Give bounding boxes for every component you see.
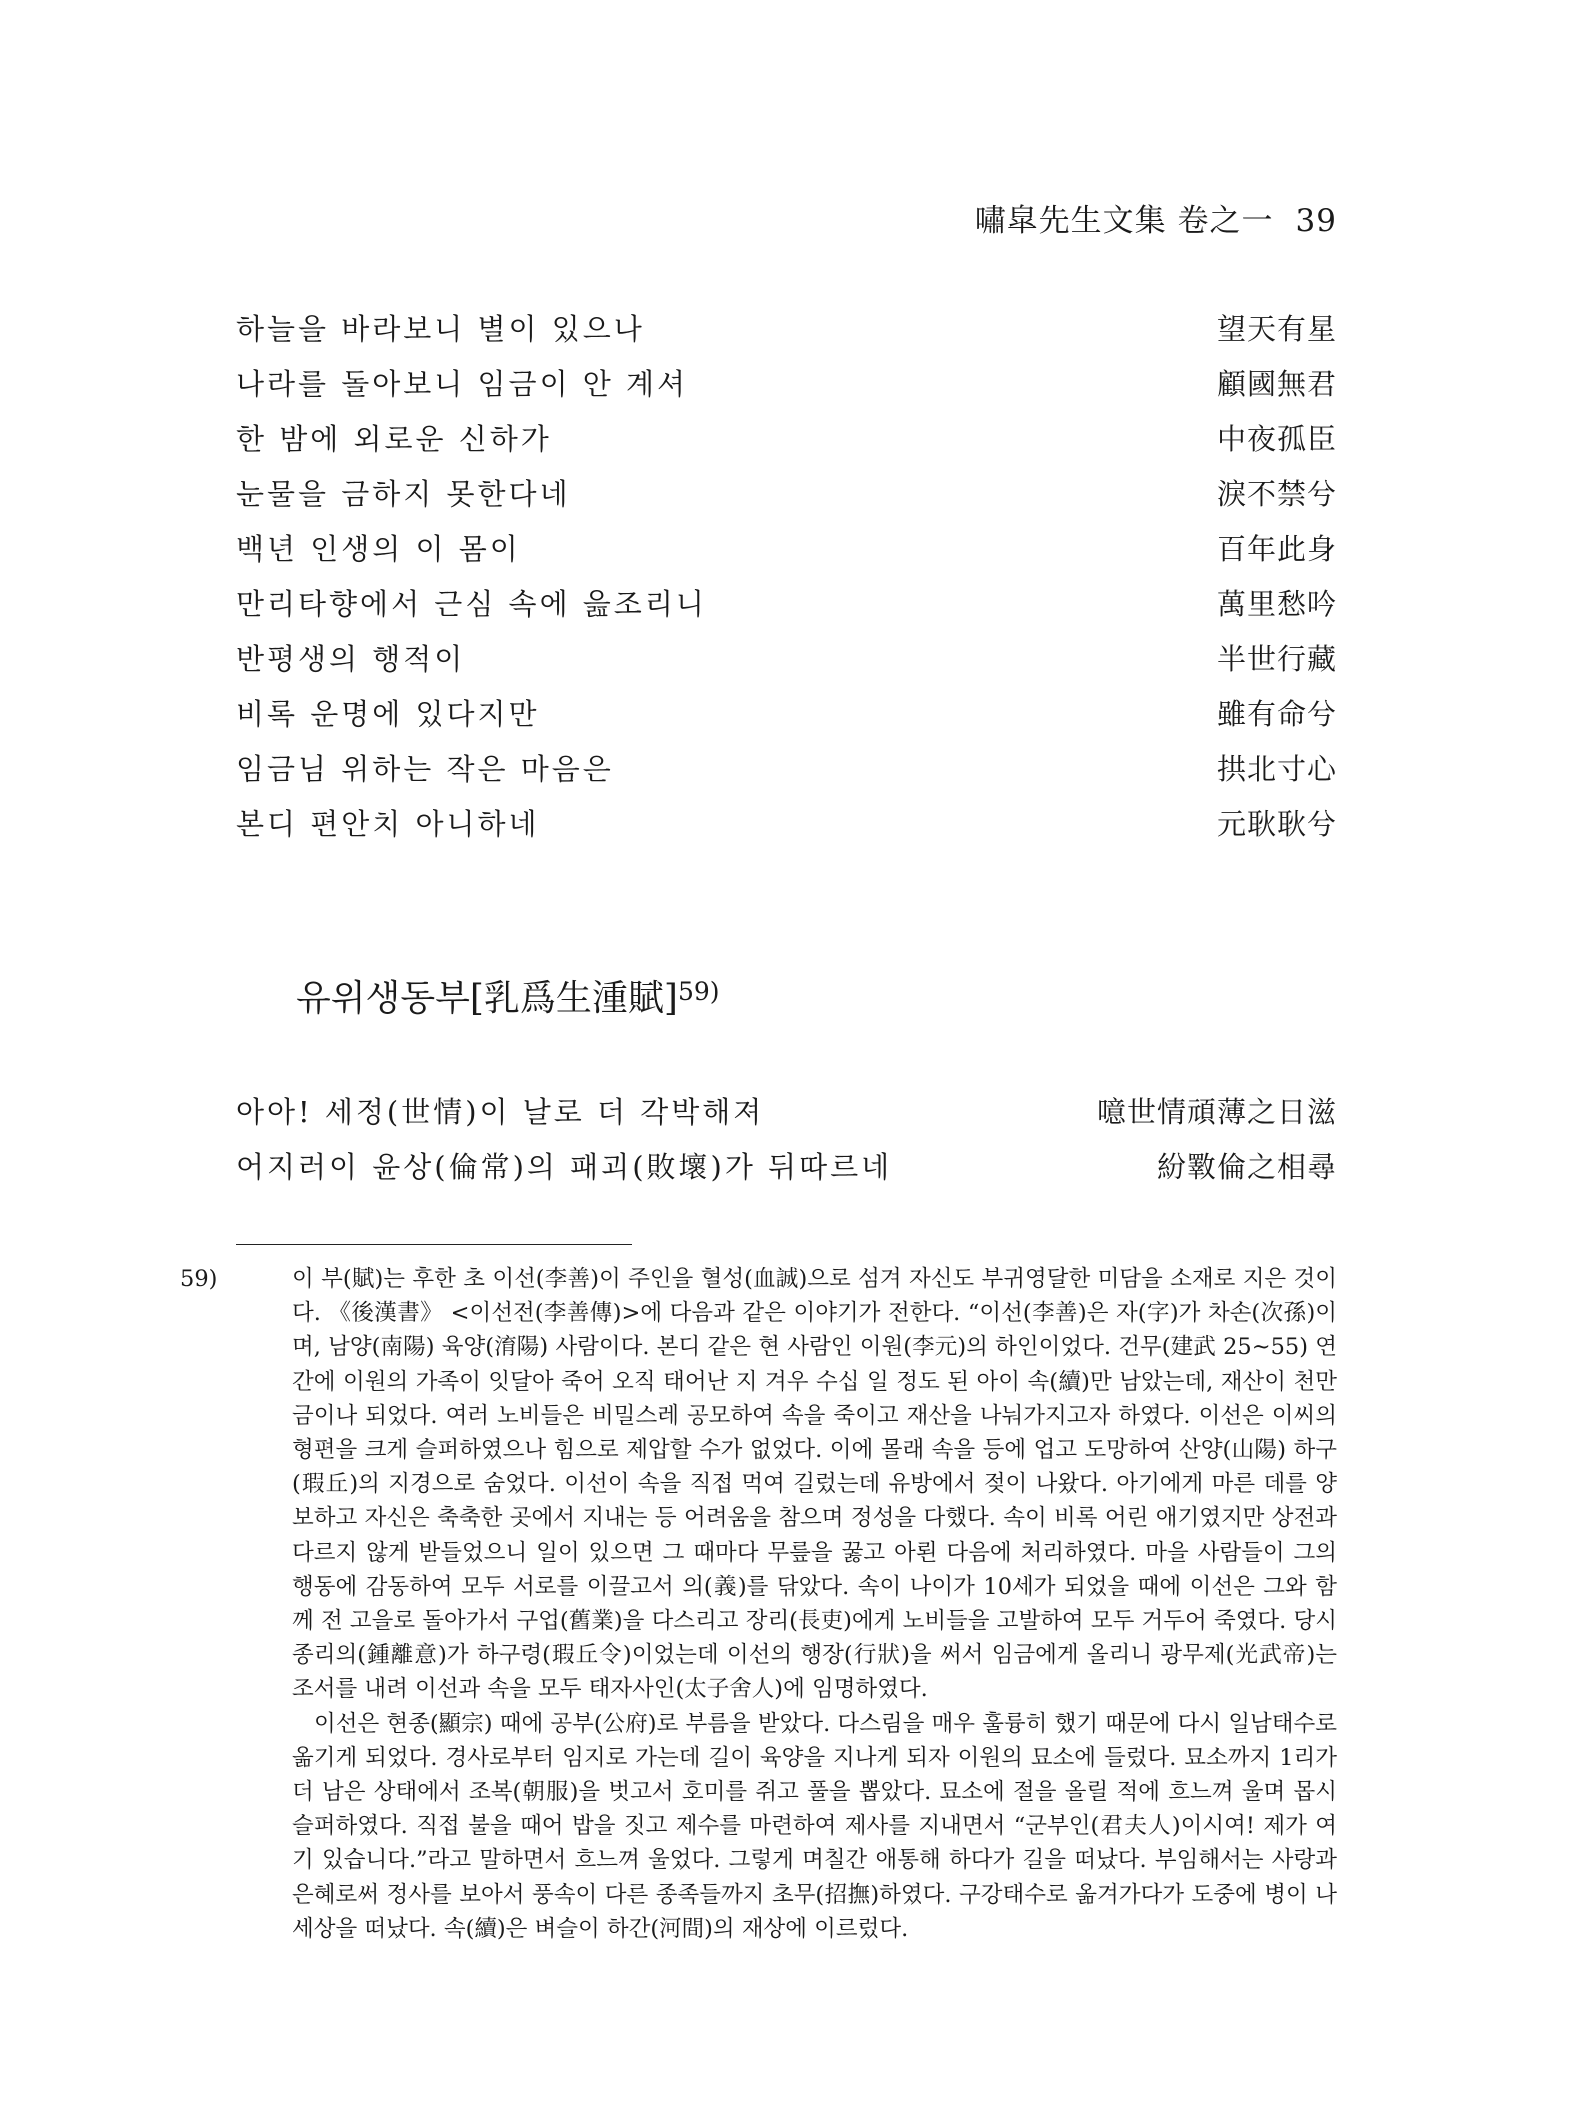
poem-line — [236, 1090, 1337, 1145]
footnote-paragraph-1 — [180, 1262, 1337, 1707]
footnote-divider — [236, 1244, 632, 1245]
poem-line-hanja: 中夜孤臣 — [1216, 422, 1337, 456]
section-title — [296, 970, 720, 1021]
poem-line-hanja: 淚不禁兮 — [1216, 477, 1337, 511]
poem-line-korean: 비록 운명에 있다지만 — [236, 697, 540, 731]
poem-line-korean: 한 밤에 외로운 신하가 — [236, 422, 552, 456]
poem-line-korean: 나라를 돌아보니 임금이 안 계셔 — [236, 367, 689, 401]
poem-line-hanja: 紛斁倫之相尋 — [1156, 1150, 1337, 1184]
footnote-text-1: 이 부(賦)는 후한 초 이선(李善)이 주인을 혈성(血誠)으로 섬겨 자신도 부귀영달한 미담을 소재로 지은 것이다. 《後漢書》 <이선전(李善傳)>에 다음과 같은 이야기가 전한다. “이선(李善)은 자(字)가 차손(次孫)이며, 남양(南陽) 육양(淯陽) 사람이다. 본디 같은 현 사람인 이원(李元)의 하인이었다. 건무(建武 25~55) 연간에 이원의 가족이 잇달아 죽어 오직 태어난 지 겨우 수십 일 정도 된 아이 속(續)만 남았는데, 재산이 천만금이나 되었다. 여러 노비들은 비밀스레 공모하여 속을 죽이고 재산을 나눠가지고자 하였다. 이선은 이씨의 형편을 크게 슬퍼하였으나 힘으로 제압할 수가 없었다. 이에 몰래 속을 등에 업고 도망하여 산양(山陽) 하구(瑕丘)의 지경으로 숨었다. 이선이 속을 직접 먹여 길렀는데 유방에서 젖이 나왔다. 아기에게 마른 데를 양보하고 자신은 축축한 곳에서 지내는 등 어려움을 참으며 정성을 다했다. 속이 비록 어린 애기였지만 상전과 다르지 않게 받들었으니 일이 있으면 그 때마다 무릎을 꿇고 아뢴 다음에 처리하였다. 마을 사람들이 그의 행동에 감동하여 모두 서로를 이끌고서 의(義)를 닦았다. 속이 나이가 10세가 되었을 때에 이선은 그와 함께 전 고을로 돌아가서 구업(舊業)을 다스리고 장리(長吏)에게 노비들을 고발하여 모두 거두어 죽였다. 당시 종리의(鍾離意)가 하구령(瑕丘令)이었는데 이선의 행장(行狀)을 써서 임금에게 올리니 광무제(光武帝)는 조서를 내려 이선과 속을 모두 태자사인(太子舍人)에 임명하였다. — [292, 1266, 1337, 1703]
poem-line — [236, 582, 1337, 637]
poem-line — [236, 1145, 1337, 1200]
poem-line-hanja: 噫世情頑薄之日滋 — [1096, 1095, 1337, 1129]
poem-line-korean: 만리타향에서 근심 속에 읊조리니 — [236, 587, 707, 621]
poem-line-korean: 본디 편안치 아니하네 — [236, 807, 540, 841]
poem-line — [236, 527, 1337, 582]
poem-line-korean: 백년 인생의 이 몸이 — [236, 532, 521, 566]
poem-line-hanja: 顧國無君 — [1216, 367, 1337, 401]
poem-line-hanja: 望天有星 — [1216, 312, 1337, 346]
footnote — [180, 1262, 1337, 1946]
poem-block — [236, 307, 1337, 857]
poem-line-hanja: 半世行藏 — [1216, 642, 1337, 676]
poem-line-hanja: 元耿耿兮 — [1216, 807, 1337, 841]
page-number: 39 — [1295, 203, 1337, 239]
poem-line-korean: 반평생의 행적이 — [236, 642, 466, 676]
poem-line — [236, 637, 1337, 692]
footnote-number: 59) — [180, 1266, 218, 1292]
poem-line-korean: 눈물을 금하지 못한다네 — [236, 477, 571, 511]
poem-line — [236, 692, 1337, 747]
poem-line — [236, 472, 1337, 527]
poem-line — [236, 362, 1337, 417]
poem-line — [236, 802, 1337, 857]
section-title-text: 유위생동부[乳爲生湩賦] — [296, 978, 678, 1019]
footnote-text-2: 이선은 현종(顯宗) 때에 공부(公府)로 부름을 받았다. 다스림을 매우 훌륭히 했기 때문에 다시 일남태수로 옮기게 되었다. 경사로부터 임지로 가는데 길이 육양을 지나게 되자 이원의 묘소에 들렀다. 묘소까지 1리가 더 남은 상태에서 조복(朝服)을 벗고서 호미를 쥐고 풀을 뽑았다. 묘소에 절을 올릴 적에 흐느껴 울며 몹시 슬퍼하였다. 직접 불을 때어 밥을 짓고 제수를 마련하여 제사를 지내면서 “군부인(君夫人)이시여! 제가 여기 있습니다.”라고 말하면서 흐느껴 울었다. 그렇게 며칠간 애통해 하다가 길을 떠났다. 부임해서는 사랑과 은혜로써 정사를 보아서 풍속이 다른 종족들까지 초무(招撫)하였다. 구강태수로 옮겨가다가 도중에 병이 나 세상을 떠났다. 속(續)은 벼슬이 하간(河間)의 재상에 이르렀다. — [292, 1710, 1337, 1942]
poem-line-hanja: 拱北寸心 — [1216, 752, 1337, 786]
poem-line-hanja: 百年此身 — [1216, 532, 1337, 566]
running-header — [975, 195, 1337, 240]
footnote-paragraph-2 — [236, 1707, 1337, 1946]
poem-line — [236, 307, 1337, 362]
poem-line-korean: 하늘을 바라보니 별이 있으나 — [236, 312, 645, 346]
poem-line-korean: 임금님 위하는 작은 마음은 — [236, 752, 614, 786]
poem-line — [236, 747, 1337, 802]
poem-line-hanja: 雖有命兮 — [1216, 697, 1337, 731]
poem-line-korean: 어지러이 윤상(倫常)의 패괴(敗壞)가 뒤따르네 — [236, 1150, 893, 1184]
running-header-title: 嘯皐先生文集 卷之一 — [974, 203, 1274, 239]
poem-line-korean: 아아! 세정(世情)이 날로 더 각박해져 — [236, 1095, 765, 1129]
poem-line — [236, 417, 1337, 472]
poem-line-hanja: 萬里愁吟 — [1216, 587, 1337, 621]
footnote-reference: 59) — [677, 977, 720, 1006]
poem-block-2 — [236, 1090, 1337, 1200]
